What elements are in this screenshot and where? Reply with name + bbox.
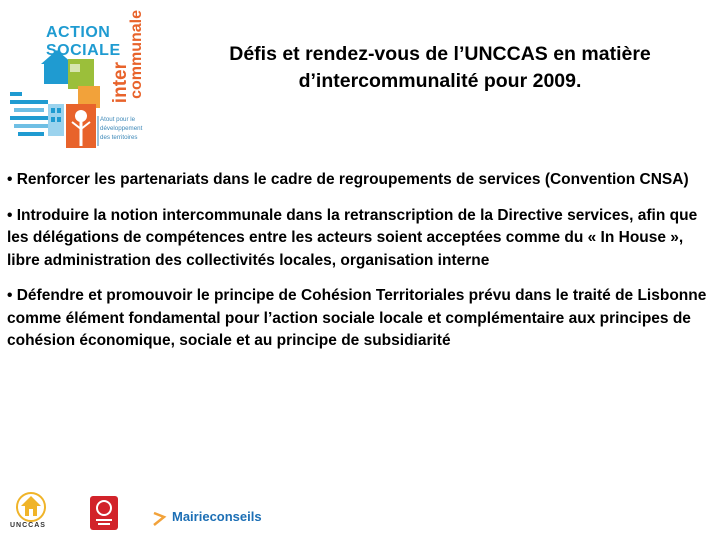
logo-vertical-2: communale xyxy=(128,10,145,99)
mairieconseils-arrow-icon xyxy=(152,507,172,527)
page-title xyxy=(166,41,714,95)
bullet-item-1: • Renforcer les partenariats dans le cadre de regroupements de services (Convention CNSA) xyxy=(7,171,689,188)
logo-line-1: ACTION xyxy=(46,24,111,41)
mairieconseils-label: Mairieconseils xyxy=(172,509,262,524)
logo-vertical-1: inter xyxy=(110,62,131,104)
action-sociale-intercommunale-logo xyxy=(8,4,168,150)
logo-tagline-1: Atout pour le xyxy=(100,116,136,123)
footer-logos xyxy=(0,490,720,540)
bullet-item-2: • Introduire la notion intercommunale dans la retranscription de la Directive services, afin que les délégations de compétences entre les acteurs soient acceptées comme du « In House », libre administration des collectivités locales, organisation interne xyxy=(7,206,698,269)
logo-tagline-2: développement xyxy=(100,125,143,132)
logo-line-2: SOCIALE xyxy=(46,42,121,59)
title-line-1: Défis et rendez-vous de l’UNCCAS en matière xyxy=(229,43,651,65)
unccas-label: UNCCAS xyxy=(10,522,46,529)
logo-tagline-3: des territoires xyxy=(100,134,138,141)
bullet-item-3: • Défendre et promouvoir le principe de Cohésion Territoriales prévu dans le traité de Lisbonne comme élément fondamental pour l’action sociale locale et complémentaire aux principes de cohésion économique, sociale et au principe de subsidiarité xyxy=(7,287,707,349)
caisse-des-depots-logo-icon xyxy=(88,494,120,534)
bullet-list xyxy=(7,169,707,366)
title-line-2: d’intercommunalité pour 2009. xyxy=(298,70,582,92)
unccas-logo-icon xyxy=(9,490,53,524)
